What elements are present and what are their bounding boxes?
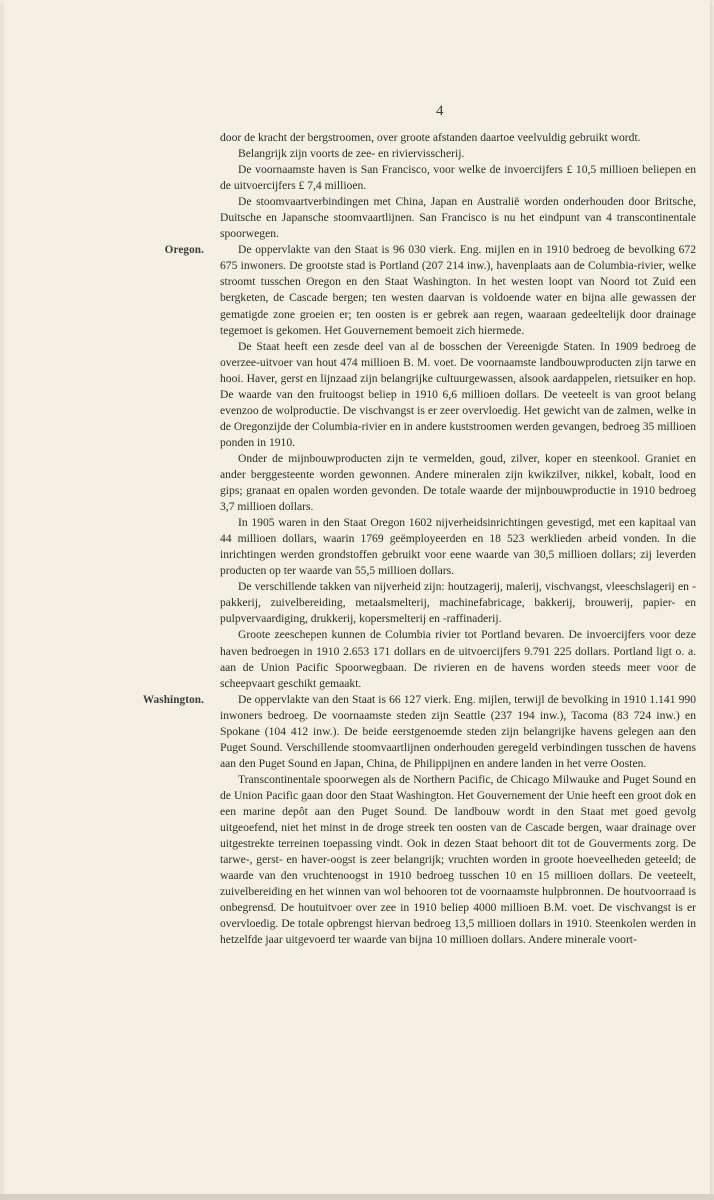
- paragraph: door de kracht der bergstroomen, over groote afstanden daartoe veelvuldig gebruikt wordt.: [220, 131, 641, 144]
- section-oregon: [164, 242, 696, 691]
- page-number: 4: [436, 103, 444, 119]
- paragraph: Belangrijk zijn voorts de zee- en riviervisscherij.: [238, 147, 465, 161]
- paragraph: De Staat heeft een zesde deel van al de bosschen der Vereenigde Staten. In 1909 bedroeg de overzee-uitvoer van hout 474 millioen B. M. voet. De voornaamste landbouwproducten zijn tarwe en hooi. Haver, gerst en lijnzaad zijn belangrijke cultuurgewassen, alsook aardappelen, rietsuiker en hop. De waarde van den fruitoogst beliep in 1910 6,6 millioen dollars. De veeteelt is van groot belang evenzoo de wolproductie. De vischvangst is er zeer overvloedig. Het gewicht van de zalmen, welke in de Oregonzijde der Columbia-rivier en in andere kuststroomen werden gevangen, bedroeg 35 millioen ponden in 1910.: [220, 339, 696, 449]
- paragraph: Transcontinentale spoorwegen als de Northern Pacific, de Chicago Milwauke and Puget Sound en de Union Pacific gaan door den Staat Washington. Het Gouvernement der Unie heeft een groot dok en een marine depôt aan den Puget Sound. De landbouw wordt in den Staat met goed gevolg uitgeoefend, niet het minst in de droge streek ten oosten van de Cascade bergen, waar drainage over uitgestrekte terreinen toepassing vindt. Ook in dezen Staat behoort dit tot de Gouverments zorg. De tarwe-, gerst- en haver-oogst is zeer belangrijk; vruchten worden in groote hoeveelheden geteeld; de waarde van den vruchtenoogst in 1910 bedroeg tusschen 10 en 15 millioen dollars. De veeteelt, zuivelbereiding en het winnen van wol behooren tot de voornaamste hulpbronnen. De houtvoorraad is onbegrensd. De houtuitvoer over zee in 1910 beliep 4000 millioen B.M. voet. De vischvangst is er overvloedig. De totale opbrengst hiervan bedroeg 13,5 millioen dollars in 1910. Steenkolen werden in hetzelfde jaar uitgevoerd ter waarde van bijna 10 millioen dollars. Andere minerale voort-: [220, 772, 696, 947]
- scan-bottom-edge: [0, 1194, 714, 1200]
- oregon-heading: Oregon.: [164, 244, 204, 257]
- section-california-continued: [220, 130, 696, 242]
- paragraph: De voornaamste haven is San Francisco, voor welke de invoercijfers £ 10,5 millioen beliepen en de uitvoercijfers £ 7,4 millioen.: [220, 163, 696, 193]
- section-washington: [142, 692, 696, 949]
- paragraph: De verschillende takken van nijverheid zijn: houtzagerij, malerij, vischvangst, vleeschslagerij en -pakkerij, zuivelbereiding, metaalsmelterij, machinefabricage, bakkerij, brouwerij, papier- en pulpvervaardiging, drukkerij, kopersmelterij en -raffinaderij.: [220, 580, 696, 626]
- body-text: [142, 130, 696, 948]
- paragraph: Onder de mijnbouwproducten zijn te vermelden, goud, zilver, koper en steenkool. Graniet en ander berggesteente worden gewonnen. Andere mineralen zijn kwikzilver, nikkel, kobalt, lood en gips; granaat en opalen worden gevonden. De totale waarde der mijnbouwproductie in 1910 bedroeg 3,7 millioen dollars.: [220, 451, 696, 514]
- washington-heading: Washington.: [142, 693, 204, 706]
- paragraph: In 1905 waren in den Staat Oregon 1602 nijverheidsinrichtingen gevestigd, met een kapitaal van 44 millioen dollars, waarin 1769 geëmployeerden en 18 523 werklieden arbeid vonden. In die inrichtingen werden grondstoffen gebruikt voor eene waarde van 30,5 millioen dollars; zij leverden producten op ter waarde van 55,5 millioen dollars.: [220, 516, 696, 578]
- paragraph: De oppervlakte van den Staat is 66 127 vierk. Eng. mijlen, terwijl de bevolking in 1910 1.141 990 inwoners bedroeg. De voornaamste steden zijn Seattle (237 194 inw.), Tacoma (83 724 inw.) en Spokane (104 412 inw.). De beide eerstgenoemde steden zijn belangrijke havens gelegen aan den Puget Sound. Verschillende stoomvaartlijnen onderhouden geregeld verbindingen tusschen de havens aan den Puget Sound en Japan, China, de Philippijnen en andere landen in het verre Oosten.: [220, 692, 696, 770]
- paragraph: De stoomvaartverbindingen met China, Japan en Australië worden onderhouden door Britsche, Duitsche en Japansche stoomvaartlijnen. San Francisco is nu het eindpunt van 4 transcontinentale spoorwegen.: [220, 195, 696, 241]
- paragraph: Groote zeeschepen kunnen de Columbia rivier tot Portland bevaren. De invoercijfers voor deze haven bedroegen in 1910 2.653 171 dollars en de uitvoercijfers 9.791 225 dollars. Portland ligt o. a. aan de Union Pacific Spoorwegbaan. De rivieren en de havens worden steeds meer voor de scheepvaart geschikt gemaakt.: [220, 628, 696, 690]
- paragraph: De oppervlakte van den Staat is 96 030 vierk. Eng. mijlen en in 1910 bedroeg de bevolking 672 675 inwoners. De grootste stad is Portland (207 214 inw.), havenplaats aan de Columbia-rivier, welke stroomt tusschen Oregon en den Staat Washington. In het westen loopt van Noord tot Zuid een bergketen, de Cascade bergen; ten westen daarvan is voldoende water en bijna alle gewassen der gematigde zone groeien er; ten oosten is er gebrek aan regen, waaraan gedeeltelijk door drainage tegemoet is gekomen. Het Gouvernement bemoeit zich hiermede.: [220, 243, 696, 337]
